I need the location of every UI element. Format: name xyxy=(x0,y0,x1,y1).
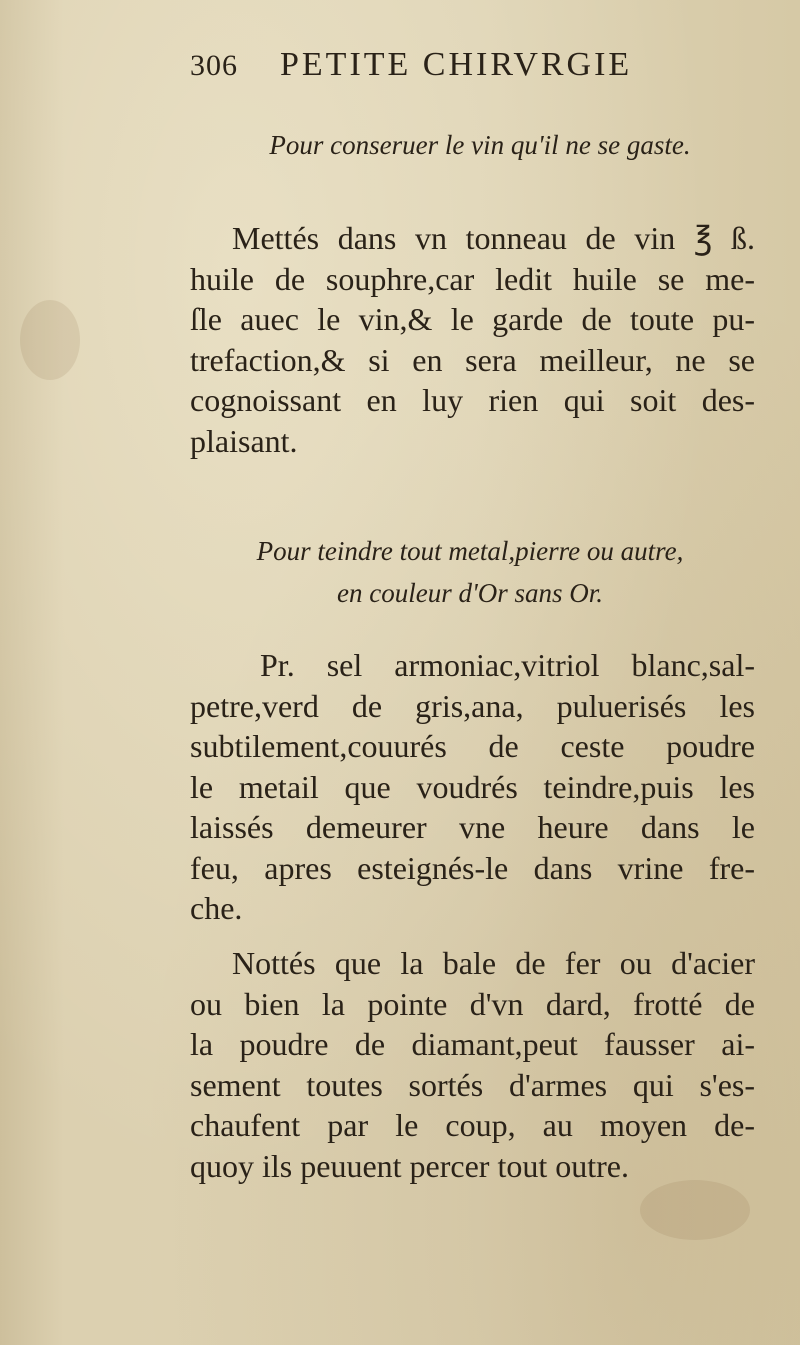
page-header xyxy=(190,46,730,90)
paragraph xyxy=(190,943,755,1186)
text-line: sement toutes sortés d'armes qui s'es- xyxy=(190,1066,755,1103)
text-line: petre,verd de gris,ana, puluerisés les xyxy=(190,687,755,724)
text-line: Nottés que la bale de fer ou d'acier xyxy=(232,945,755,981)
heading-line: Pour teindre tout metal,pierre ou autre, xyxy=(256,536,684,566)
text-line: feu, apres esteignés-le dans vrine fre- xyxy=(190,849,755,886)
text-line: Mettés dans vn tonneau de vin ℥ ß. xyxy=(232,220,755,256)
running-title: PETITE CHIRVRGIE xyxy=(280,46,633,83)
text-line: subtilement,couurés de ceste poudre xyxy=(190,728,755,764)
text-line: huile de souphre,car ledit huile se me- xyxy=(190,260,755,297)
page-number: 306 xyxy=(190,49,238,82)
text-line: Pr. sel armoniac,vitriol blanc,sal- xyxy=(260,647,755,683)
text-line: trefaction,& si en sera meilleur, ne se xyxy=(190,341,755,378)
text-line: la poudre de diamant,peut fausser ai- xyxy=(190,1026,755,1062)
paragraph xyxy=(190,645,755,929)
text-line: ou bien la pointe d'vn dard, frotté de xyxy=(190,985,755,1022)
text-line: plaisant. xyxy=(190,422,298,459)
paper-stain xyxy=(640,1180,750,1240)
text-line: cognoissant en luy rien qui soit des- xyxy=(190,382,755,418)
heading-line: en couleur d'Or sans Or. xyxy=(336,578,604,608)
text-line: quoy ils peuuent percer tout outre. xyxy=(190,1147,629,1184)
paper-stain xyxy=(20,300,80,380)
text-line: chaufent par le coup, au moyen de- xyxy=(190,1107,755,1143)
text-line: ſle auec le vin,& le garde de toute pu- xyxy=(190,301,755,337)
section-heading: Pour conseruer le vin qu'il ne se gaste. xyxy=(269,130,691,160)
text-line: laissés demeurer vne heure dans le xyxy=(190,809,755,845)
text-line: che. xyxy=(190,890,243,926)
text-line: le metail que voudrés teindre,puis les xyxy=(190,768,755,805)
paragraph xyxy=(190,218,755,461)
section-heading xyxy=(190,530,750,614)
